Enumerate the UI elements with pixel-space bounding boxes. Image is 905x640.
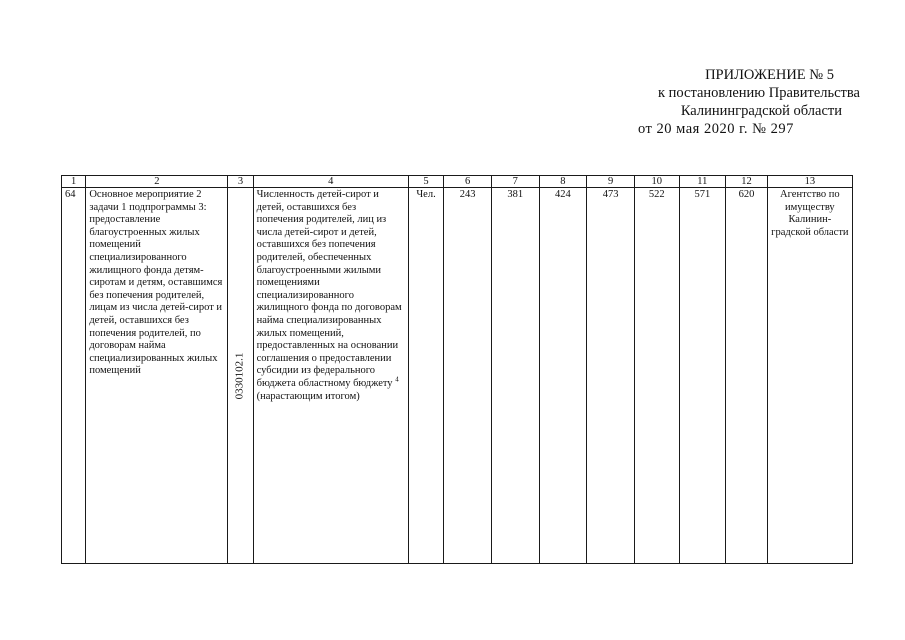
value-cell: 424 (539, 188, 587, 564)
value-cell: 571 (679, 188, 726, 564)
footnote-marker: 4 (395, 375, 399, 384)
table-row (62, 188, 853, 564)
column-number: 5 (408, 176, 443, 188)
appendix-title: ПРИЛОЖЕНИЕ № 5 (705, 67, 834, 83)
column-number: 3 (228, 176, 253, 188)
value-cell: 620 (726, 188, 768, 564)
value-cell: 381 (491, 188, 539, 564)
row-number: 64 (62, 188, 86, 564)
indicators-table (61, 175, 853, 564)
value-cell: 473 (587, 188, 635, 564)
column-number: 7 (491, 176, 539, 188)
column-number: 9 (587, 176, 635, 188)
responsible-cell: Агентство по имуществу Калинин-градской области (767, 188, 852, 564)
column-number: 10 (634, 176, 679, 188)
budget-code: 0330102.1 (234, 352, 247, 399)
column-number: 4 (253, 176, 408, 188)
value-cell: 243 (444, 188, 492, 564)
column-number: 13 (767, 176, 852, 188)
indicator-text: Численность детей-сирот и детей, оставшихся без попечения родителей, лиц из числа детей-сирот и детей, оставшихся без попечения родителей, обеспеченных благоустроенными жилыми помещениями специализированного жилищного фонда по договорам найма специализированных жилых помещений, предоставленных на основании соглашения о предоставлении субсидии из федерального бюджета областному бюджету (256, 189, 402, 389)
column-number: 11 (679, 176, 726, 188)
appendix-header (600, 66, 860, 138)
value-cell: 522 (634, 188, 679, 564)
indicator-tail: (нарастающим итогом) (256, 390, 360, 402)
column-number: 2 (86, 176, 228, 188)
column-number: 12 (726, 176, 768, 188)
appendix-date: от 20 мая 2020 г. № 297 (638, 121, 794, 137)
column-number-row (62, 176, 853, 188)
indicator-cell (253, 188, 408, 564)
column-number: 6 (444, 176, 492, 188)
activity-cell: Основное мероприятие 2 задачи 1 подпрограммы 3: предоставление благоустроенных жилых помещений специализированного жилищного фонда детям-сиротам и детям, оставшимся без попечения родителей, лицам из числа детей-сирот и детей, оставшихся без попечения родителей, по договорам найма специализированных жилых помещений (86, 188, 228, 564)
column-number: 1 (62, 176, 86, 188)
unit-cell: Чел. (408, 188, 443, 564)
appendix-subtitle: к постановлению Правительства (658, 85, 860, 101)
column-number: 8 (539, 176, 587, 188)
code-cell (228, 188, 253, 564)
appendix-region: Калининградской области (680, 103, 842, 119)
